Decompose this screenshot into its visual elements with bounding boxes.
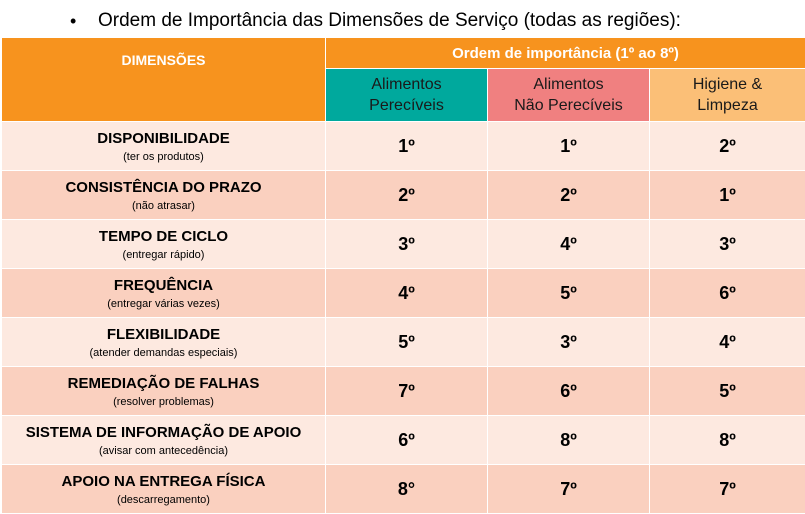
dimension-name: FREQUÊNCIA [2,276,325,295]
rank-nonperishable: 2º [488,171,650,220]
dimension-desc: (entregar rápido) [2,248,325,262]
table-row [2,367,805,416]
header-nonperishable-line2: Não Perecíveis [488,95,649,116]
dimension-name: REMEDIAÇÃO DE FALHAS [2,374,325,393]
dimension-name: APOIO NA ENTREGA FÍSICA [2,472,325,491]
rank-nonperishable: 1º [488,122,650,171]
rank-hygiene: 6º [650,269,805,318]
dimension-cell [2,220,326,269]
dimension-desc: (resolver problemas) [2,395,325,409]
dimension-name: FLEXIBILIDADE [2,325,325,344]
dimension-name: DISPONIBILIDADE [2,129,325,148]
dimension-desc: (ter os produtos) [2,150,325,164]
header-hygiene-line1: Higiene & [650,74,805,95]
dimension-desc: (avisar com antecedência) [2,444,325,458]
header-order: Ordem de importância (1º ao 8º) [326,38,805,69]
rank-hygiene: 4º [650,318,805,367]
dimension-cell [2,416,326,465]
header-perishable-line1: Alimentos [326,74,487,95]
table-row [2,122,805,171]
header-nonperishable [488,69,650,122]
dimension-cell [2,318,326,367]
dimension-name: SISTEMA DE INFORMAÇÃO DE APOIO [2,423,325,442]
rank-perishable: 8° [326,465,488,514]
rank-perishable: 2º [326,171,488,220]
rank-perishable: 5º [326,318,488,367]
dimension-desc: (descarregamento) [2,493,325,507]
rank-hygiene: 7º [650,465,805,514]
rank-hygiene: 1º [650,171,805,220]
dimension-name: CONSISTÊNCIA DO PRAZO [2,178,325,197]
header-nonperishable-line1: Alimentos [488,74,649,95]
rank-hygiene: 8º [650,416,805,465]
rank-perishable: 1º [326,122,488,171]
table-row [2,220,805,269]
rank-nonperishable: 4º [488,220,650,269]
importance-table [1,37,805,514]
dimension-name: TEMPO DE CICLO [2,227,325,246]
rank-nonperishable: 5º [488,269,650,318]
rank-perishable: 4º [326,269,488,318]
slide-title [70,6,681,36]
dimension-cell [2,122,326,171]
rank-nonperishable: 3º [488,318,650,367]
dimension-cell [2,465,326,514]
rank-hygiene: 2º [650,122,805,171]
table-row [2,269,805,318]
rank-hygiene: 3º [650,220,805,269]
table-row [2,416,805,465]
header-hygiene-line2: Limpeza [650,95,805,116]
rank-hygiene: 5º [650,367,805,416]
rank-nonperishable: 6º [488,367,650,416]
dimension-cell [2,367,326,416]
rank-perishable: 7º [326,367,488,416]
dimension-cell [2,171,326,220]
header-dimensions: DIMENSÕES [2,38,326,122]
dimension-desc: (atender demandas especiais) [2,346,325,360]
rank-perishable: 3º [326,220,488,269]
title-text: Ordem de Importância das Dimensões de Serviço (todas as regiões): [98,10,681,32]
header-hygiene [650,69,805,122]
table-row [2,171,805,220]
table-row [2,465,805,514]
rank-perishable: 6º [326,416,488,465]
dimension-desc: (entregar várias vezes) [2,297,325,311]
header-perishable-line2: Perecíveis [326,95,487,116]
rank-nonperishable: 8º [488,416,650,465]
dimension-cell [2,269,326,318]
table-row [2,318,805,367]
header-perishable [326,69,488,122]
dimension-desc: (não atrasar) [2,199,325,213]
rank-nonperishable: 7º [488,465,650,514]
bullet: • [70,11,98,32]
